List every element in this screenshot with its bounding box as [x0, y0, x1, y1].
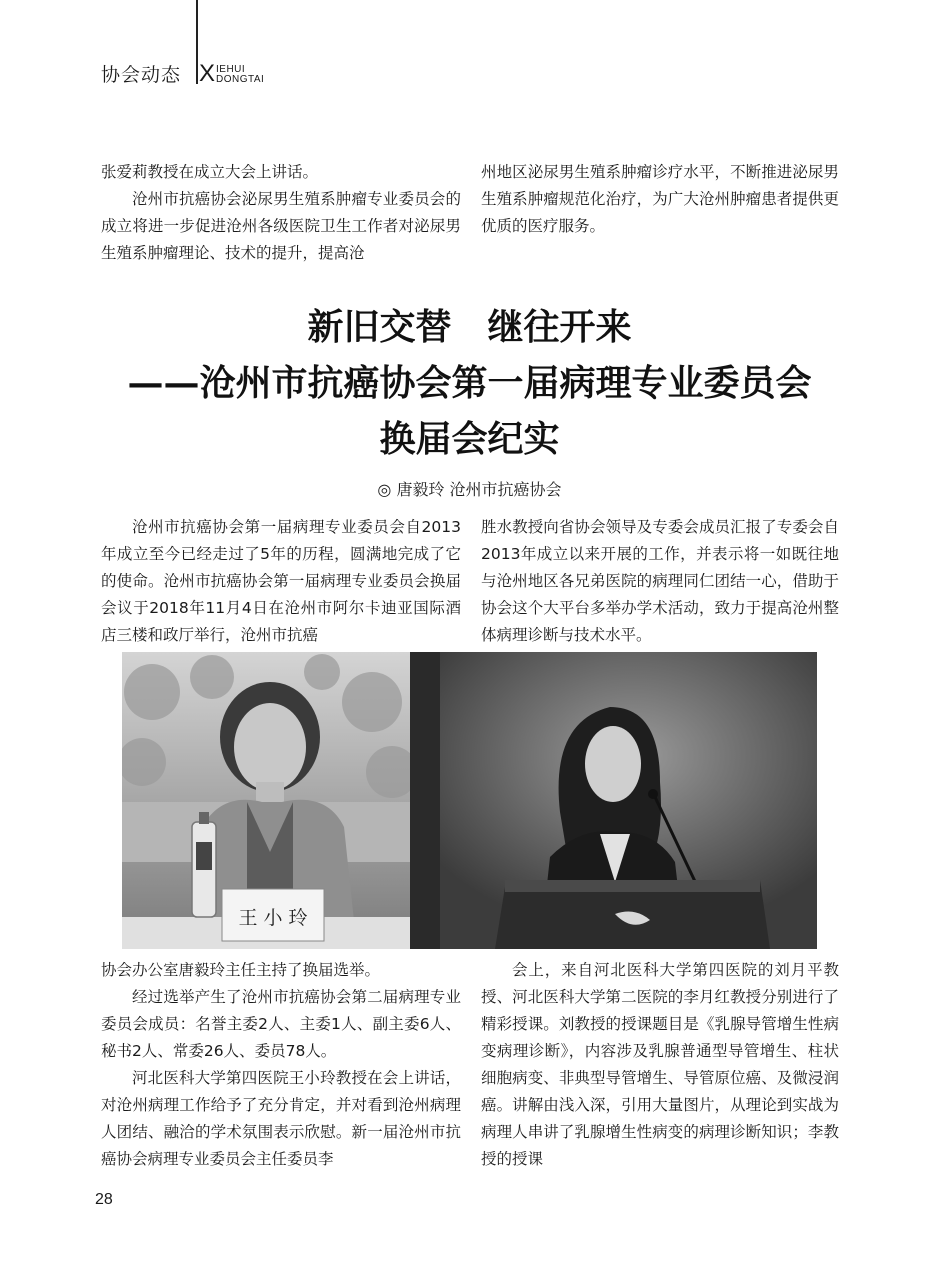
paragraph: 张爱莉教授在成立大会上讲话。 — [101, 163, 319, 181]
section-header — [101, 60, 289, 87]
section-title: 协会动态 — [101, 64, 182, 86]
bottom-left-column — [101, 957, 461, 1173]
intro-right-column — [481, 514, 839, 649]
paragraph: 经过选举产生了沧州市抗癌协会第二届病理专业委员会成员：名誉主委2人、主委1人、副主委6人、秘书2人、常委26人、委员78人。 — [101, 988, 461, 1060]
paragraph: 胜水教授向省协会领导及专委会成员汇报了专委会自2013年成立以来开展的工作，并表示将一如既往地与沧州地区各兄弟医院的病理同仁团结一心，借助于协会这个大平台多举办学术活动，致力于提高沧州整体病理诊断与技术水平。 — [481, 518, 839, 644]
paragraph: 沧州市抗癌协会泌尿男生殖系肿瘤专业委员会的成立将进一步促进沧州各级医院卫生工作者对泌尿男生殖系肿瘤理论、技术的提升，提高沧 — [101, 190, 461, 262]
pinyin-line-2: DONGTAI — [216, 73, 265, 85]
pinyin-initial: X — [199, 59, 216, 87]
article-title: 新旧交替 继往开来 — [307, 306, 632, 348]
section-title-pinyin — [199, 61, 289, 87]
top-left-column — [101, 159, 461, 267]
photo-podium-speaker — [410, 652, 817, 949]
paragraph: 会上，来自河北医科大学第四医院的刘月平教授、河北医科大学第二医院的李月红教授分别进行了精彩授课。刘教授的授课题目是《乳腺导管增生性病变病理诊断》，内容涉及乳腺普通型导管增生、柱状细胞病变、非典型导管增生、导管原位癌、及微浸润癌。讲解由浅入深，引用大量图片，从理论到实战为病理人串讲了乳腺增生性病变的病理诊断知识；李教授的授课 — [481, 961, 839, 1168]
article-subtitle: ——沧州市抗癌协会第一届病理专业委员会 — [127, 362, 812, 404]
nameplate-text: 王 小 玲 — [238, 907, 308, 929]
photo-seated-speaker-image — [122, 652, 410, 949]
paragraph: 河北医科大学第四医院王小玲教授在会上讲话，对沧州病理工作给予了充分肯定，并对看到沧州病理人团结、融洽的学术氛围表示欣慰。新一届沧州市抗癌协会病理专业委员会主任委员李 — [101, 1069, 461, 1168]
pinyin-line-1: IEHUI — [216, 63, 246, 75]
page-number: 28 — [95, 1191, 113, 1208]
intro-left-column — [101, 514, 461, 649]
photo-seated-speaker — [122, 652, 410, 949]
article-subtitle-continued: 换届会纪实 — [379, 418, 560, 460]
byline: ◎ 唐毅玲 沧州市抗癌协会 — [377, 480, 562, 499]
photo-podium-speaker-image — [410, 652, 817, 949]
paragraph: 州地区泌尿男生殖系肿瘤诊疗水平，不断推进泌尿男生殖系肿瘤规范化治疗，为广大沧州肿瘤患者提供更优质的医疗服务。 — [481, 163, 839, 235]
paragraph: 沧州市抗癌协会第一届病理专业委员会自2013年成立至今已经走过了5年的历程，圆满地完成了它的使命。沧州市抗癌协会第一届病理专业委员会换届会议于2018年11月4日在沧州市阿尔卡迪亚国际酒店三楼和政厅举行，沧州市抗癌 — [101, 518, 461, 644]
top-right-column — [481, 159, 839, 240]
bottom-right-column — [481, 957, 839, 1173]
paragraph: 协会办公室唐毅玲主任主持了换届选举。 — [101, 961, 381, 979]
